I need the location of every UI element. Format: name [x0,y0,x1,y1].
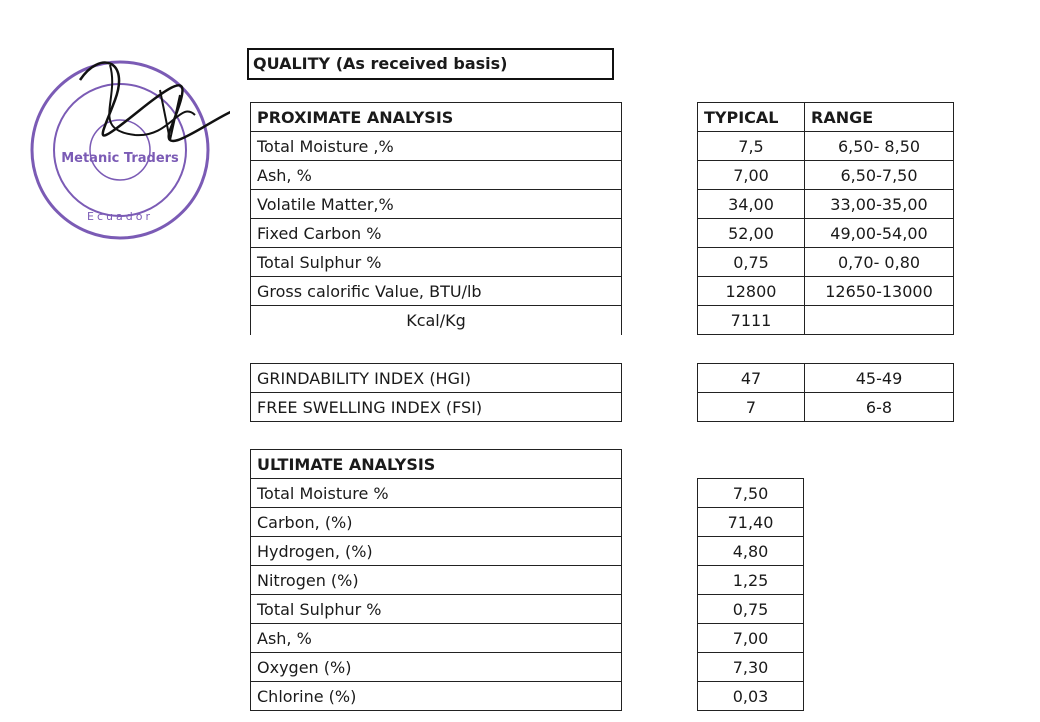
ultimate-label: Nitrogen (%) [251,566,622,595]
typical-value: 7,5 [698,132,805,161]
proximate-label: Kcal/Kg [251,306,622,335]
ultimate-label: Ash, % [251,624,622,653]
typical-header: TYPICAL [698,103,805,132]
proximate-label: Ash, % [251,161,622,190]
ultimate-value: 4,80 [698,537,804,566]
typical-value: 52,00 [698,219,805,248]
ultimate-value: 0,75 [698,595,804,624]
proximate-label: Fixed Carbon % [251,219,622,248]
range-value: 12650-13000 [805,277,954,306]
range-value: 6,50- 8,50 [805,132,954,161]
typical-value: 0,75 [698,248,805,277]
indices-table [250,363,622,422]
page-title: QUALITY (As received basis) [247,48,614,80]
ultimate-value: 7,50 [698,479,804,508]
ultimate-label: Total Moisture % [251,479,622,508]
ultimate-value: 1,25 [698,566,804,595]
range-value [805,306,954,335]
stamp-company-name: Metanic Traders [61,151,179,166]
proximate-analysis-table [250,102,622,335]
proximate-label: Total Sulphur % [251,248,622,277]
ultimate-value: 71,40 [698,508,804,537]
index-typical: 47 [698,364,805,393]
ultimate-value: 0,03 [698,682,804,711]
typical-value: 34,00 [698,190,805,219]
indices-values-table [697,363,954,422]
ultimate-values-table [697,478,804,711]
range-value: 6,50-7,50 [805,161,954,190]
stamp-country: Ecuador [87,210,153,223]
ultimate-label: Chlorine (%) [251,682,622,711]
ultimate-analysis-table [250,449,622,711]
ultimate-label: Oxygen (%) [251,653,622,682]
index-label: GRINDABILITY INDEX (HGI) [251,364,622,393]
company-stamp [20,40,230,240]
signature [80,63,230,141]
index-typical: 7 [698,393,805,422]
proximate-header: PROXIMATE ANALYSIS [251,103,622,132]
ultimate-value: 7,00 [698,624,804,653]
index-range: 6-8 [805,393,954,422]
range-value: 49,00-54,00 [805,219,954,248]
index-range: 45-49 [805,364,954,393]
proximate-values-table [697,102,954,335]
index-label: FREE SWELLING INDEX (FSI) [251,393,622,422]
typical-value: 7111 [698,306,805,335]
range-value: 0,70- 0,80 [805,248,954,277]
proximate-label: Gross calorific Value, BTU/lb [251,277,622,306]
typical-value: 12800 [698,277,805,306]
proximate-label: Volatile Matter,% [251,190,622,219]
proximate-label: Total Moisture ,% [251,132,622,161]
ultimate-label: Total Sulphur % [251,595,622,624]
ultimate-header: ULTIMATE ANALYSIS [251,450,622,479]
ultimate-label: Hydrogen, (%) [251,537,622,566]
range-header: RANGE [805,103,954,132]
typical-value: 7,00 [698,161,805,190]
range-value: 33,00-35,00 [805,190,954,219]
ultimate-label: Carbon, (%) [251,508,622,537]
ultimate-value: 7,30 [698,653,804,682]
